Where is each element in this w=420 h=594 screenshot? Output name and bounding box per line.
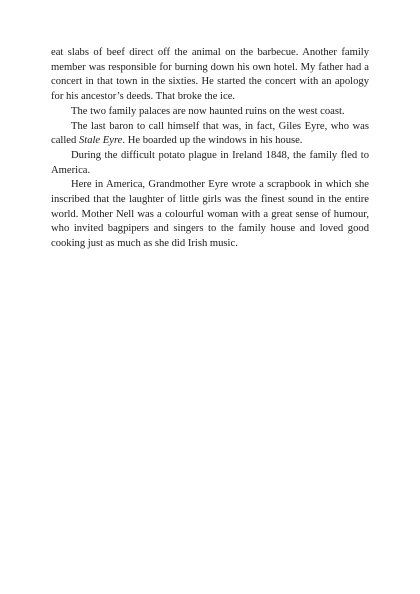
paragraph-3-text-b: . He boarded up the windows in his house. <box>122 135 303 147</box>
paragraph-3-text-a: The last baron to call himself that was, in fact, Giles Eyre, who was called <box>51 120 369 147</box>
paragraph-4: During the difficult potato plague in Ireland 1848, the family fled to America. <box>51 149 369 176</box>
italic-name: Stale Eyre <box>78 135 123 147</box>
page-body <box>51 46 369 252</box>
paragraph-5: Here in America, Grandmother Eyre wrote a scrapbook in which she inscribed that the laughter of little girls was the finest sound in the entire world. Mother Nell was a colourful woman with a great sense of humour, who invited bagpipers and singers to the family house and loved good cooking just as much as she did Irish music. <box>51 179 369 250</box>
paragraph-3 <box>51 120 369 149</box>
paragraph-2: The two family palaces are now haunted ruins on the west coast. <box>71 105 345 117</box>
paragraph-1: eat slabs of beef direct off the animal on the barbecue. Another family member was responsible for burning down his own hotel. My father had a concert in that town in the sixties. He started the concert with an apology for his ancestor’s deeds. That broke the ice. <box>51 47 369 103</box>
